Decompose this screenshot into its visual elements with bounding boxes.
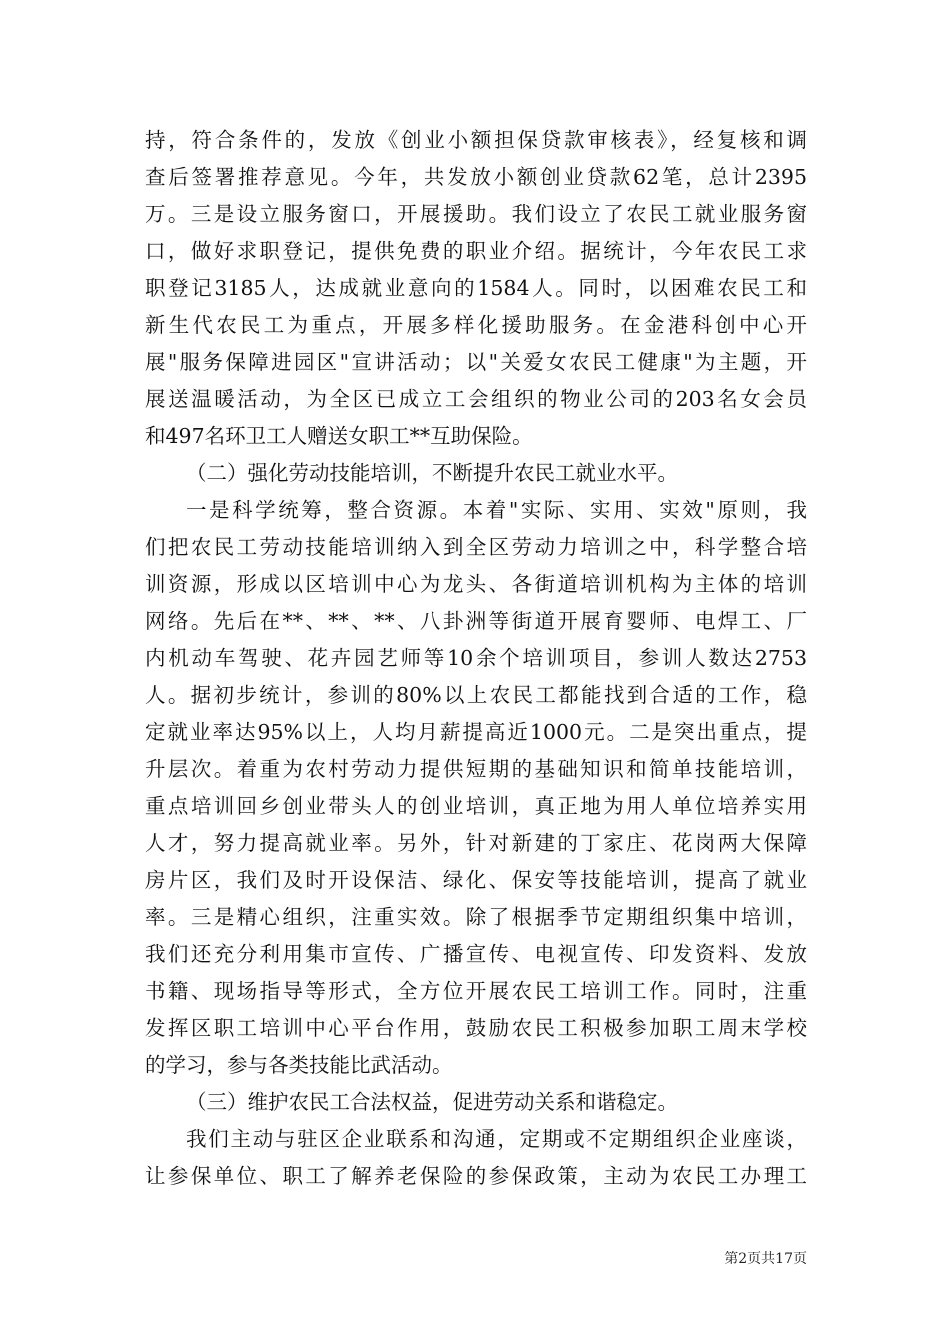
text-line: 人才，努力提高就业率。另外，针对新建的丁家庄、花岗两大保障: [145, 831, 807, 855]
page-number-footer: 第2页共17页: [724, 1251, 807, 1267]
section-heading: （二）强化劳动技能培训，不断提升农民工就业水平。: [186, 461, 678, 485]
text-line: 展"服务保障进园区"宣讲活动；以"关爱女农民工健康"为主题，开: [145, 350, 807, 374]
text-line: 网络。先后在**、**、**、八卦洲等街道开展育婴师、电焊工、厂: [145, 609, 807, 633]
text-line: 重点培训回乡创业带头人的创业培训，真正地为用人单位培养实用: [145, 794, 807, 818]
text-line: 的学习，参与各类技能比武活动。: [145, 1053, 453, 1077]
text-line: 们把农民工劳动技能培训纳入到全区劳动力培训之中，科学整合培: [145, 535, 807, 559]
text-line: 率。三是精心组织，注重实效。除了根据季节定期组织集中培训，: [145, 905, 807, 929]
text-line: 职登记3185人，达成就业意向的1584人。同时，以困难农民工和: [145, 276, 807, 300]
text-line: 展送温暖活动，为全区已成立工会组织的物业公司的203名女会员: [145, 387, 807, 411]
text-line: 口，做好求职登记，提供免费的职业介绍。据统计，今年农民工求: [145, 239, 807, 263]
text-line: 我们还充分利用集市宣传、广播宣传、电视宣传、印发资料、发放: [145, 942, 807, 966]
text-line: 内机动车驾驶、花卉园艺师等10余个培训项目，参训人数达2753: [145, 646, 807, 670]
text-line: 让参保单位、职工了解养老保险的参保政策，主动为农民工办理工: [145, 1164, 807, 1188]
text-line: 一是科学统筹，整合资源。本着"实际、实用、实效"原则，我: [186, 498, 807, 522]
text-line: 和497名环卫工人赠送女职工**互助保险。: [145, 424, 533, 448]
text-line: 新生代农民工为重点，开展多样化援助服务。在金港科创中心开: [145, 313, 807, 337]
text-line: 升层次。着重为农村劳动力提供短期的基础知识和简单技能培训，: [145, 757, 807, 781]
text-line: 书籍、现场指导等形式，全方位开展农民工培训工作。同时，注重: [145, 979, 807, 1003]
text-line: 定就业率达95%以上，人均月薪提高近1000元。二是突出重点，提: [145, 720, 807, 744]
text-line: 万。三是设立服务窗口，开展援助。我们设立了农民工就业服务窗: [145, 202, 807, 226]
text-line: 房片区，我们及时开设保洁、绿化、保安等技能培训，提高了就业: [145, 868, 807, 892]
text-line: 人。据初步统计，参训的80%以上农民工都能找到合适的工作，稳: [145, 683, 807, 707]
text-line: 训资源，形成以区培训中心为龙头、各街道培训机构为主体的培训: [145, 572, 807, 596]
section-heading: （三）维护农民工合法权益，促进劳动关系和谐稳定。: [186, 1090, 678, 1114]
text-line: 发挥区职工培训中心平台作用，鼓励农民工积极参加职工周末学校: [145, 1016, 807, 1040]
text-line: 查后签署推荐意见。今年，共发放小额创业贷款62笔，总计2395: [145, 165, 807, 189]
text-line: 持，符合条件的，发放《创业小额担保贷款审核表》，经复核和调: [145, 128, 807, 152]
text-line: 我们主动与驻区企业联系和沟通，定期或不定期组织企业座谈，: [186, 1127, 807, 1151]
